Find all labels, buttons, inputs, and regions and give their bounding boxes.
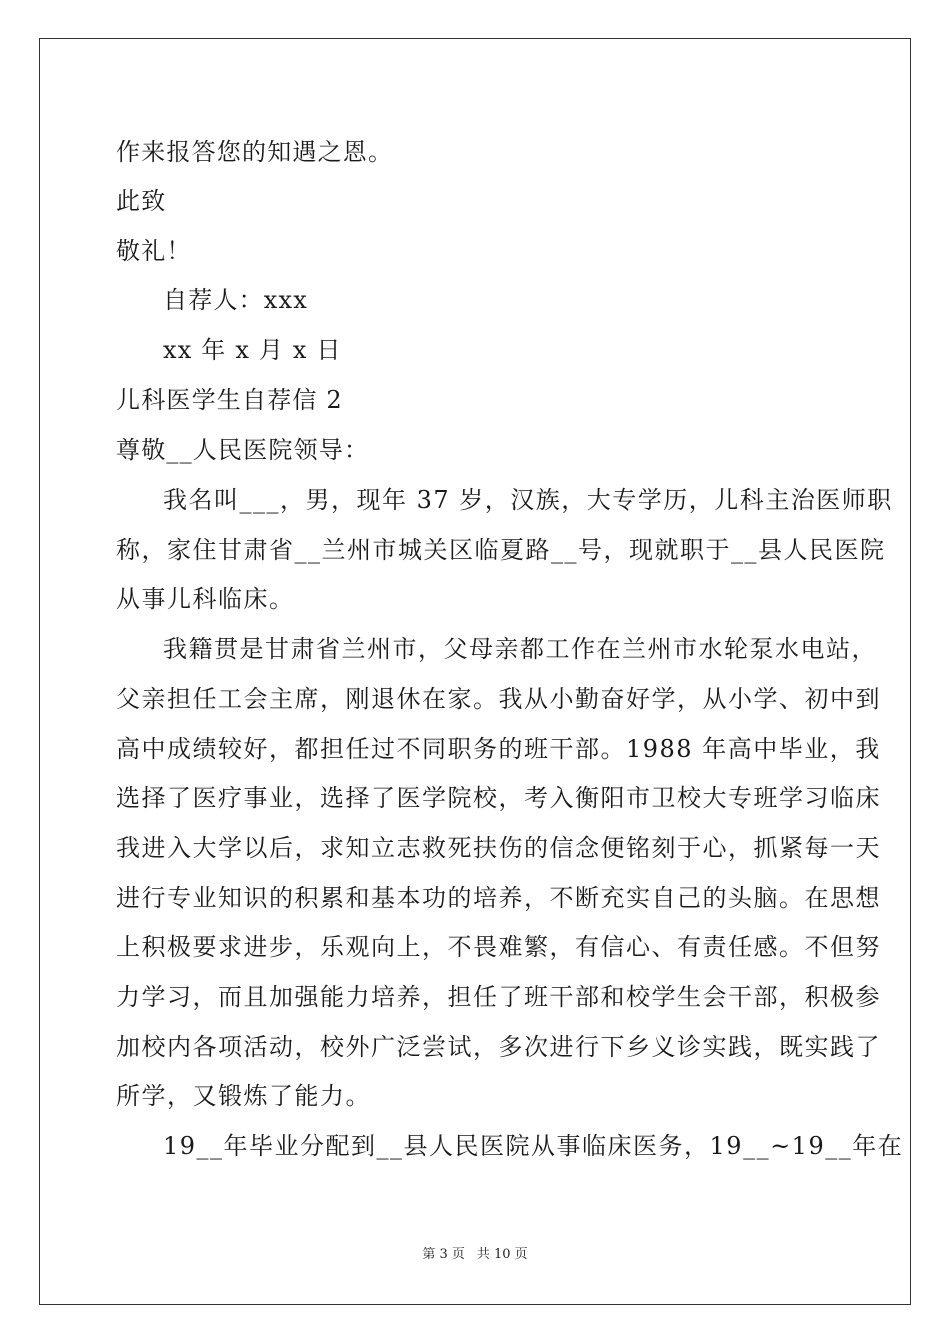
paragraph-line: 称，家住甘肃省__兰州市城关区临夏路__号，现就职于__县人民医院 xyxy=(116,536,886,564)
paragraph-line: 从事儿科临床。 xyxy=(116,585,295,613)
date-line: xx 年 x 月 x 日 xyxy=(163,336,342,364)
paragraph-line: 19__年毕业分配到__县人民医院从事临床医务，19__~19__年在 xyxy=(163,1132,904,1160)
paragraph-line: 高中成绩较好，都担任过不同职务的班干部。1988 年高中毕业，我 xyxy=(116,735,881,763)
closing-line: 作来报答您的知遇之恩。 xyxy=(116,138,394,166)
paragraph-line: 选择了医疗事业，选择了医学院校，考入衡阳市卫校大专班学习临床 xyxy=(116,784,881,812)
salutation-jing-li: 敬礼！ xyxy=(116,237,192,265)
signer-line: 自荐人：xxx xyxy=(163,286,309,314)
paragraph-line: 我进入大学以后，求知立志救死扶伤的信念便铭刻于心，抓紧每一天 xyxy=(116,834,881,862)
paragraph-line: 我籍贯是甘肃省兰州市，父母亲都工作在兰州市水轮泵水电站， xyxy=(163,635,877,663)
paragraph-line: 我名叫___，男，现年 37 岁，汉族，大专学历，儿科主治医师职 xyxy=(163,486,893,514)
paragraph-line: 父亲担任工会主席，刚退休在家。我从小勤奋好学，从小学、初中到 xyxy=(116,685,881,713)
paragraph-line: 所学，又锻炼了能力。 xyxy=(116,1082,371,1110)
letter-greeting: 尊敬__人民医院领导： xyxy=(116,436,370,464)
letter-title: 儿科医学生自荐信 2 xyxy=(116,386,343,414)
paragraph-line: 力学习，而且加强能力培养，担任了班干部和校学生会干部，积极参 xyxy=(116,983,881,1011)
page-border xyxy=(39,38,911,1305)
paragraph-line: 进行专业知识的积累和基本功的培养，不断充实自己的头脑。在思想 xyxy=(116,884,881,912)
page-footer xyxy=(0,1247,950,1263)
paragraph-line: 上积极要求进步，乐观向上，不畏难繁，有信心、有责任感。不但努 xyxy=(116,933,881,961)
page-total: 共 10 页 xyxy=(476,1247,528,1262)
salutation-ci-zhi: 此致 xyxy=(116,187,167,215)
page-number: 第 3 页 xyxy=(422,1247,465,1262)
paragraph-line: 加校内各项活动，校外广泛尝试，多次进行下乡义诊实践，既实践了 xyxy=(116,1033,881,1061)
